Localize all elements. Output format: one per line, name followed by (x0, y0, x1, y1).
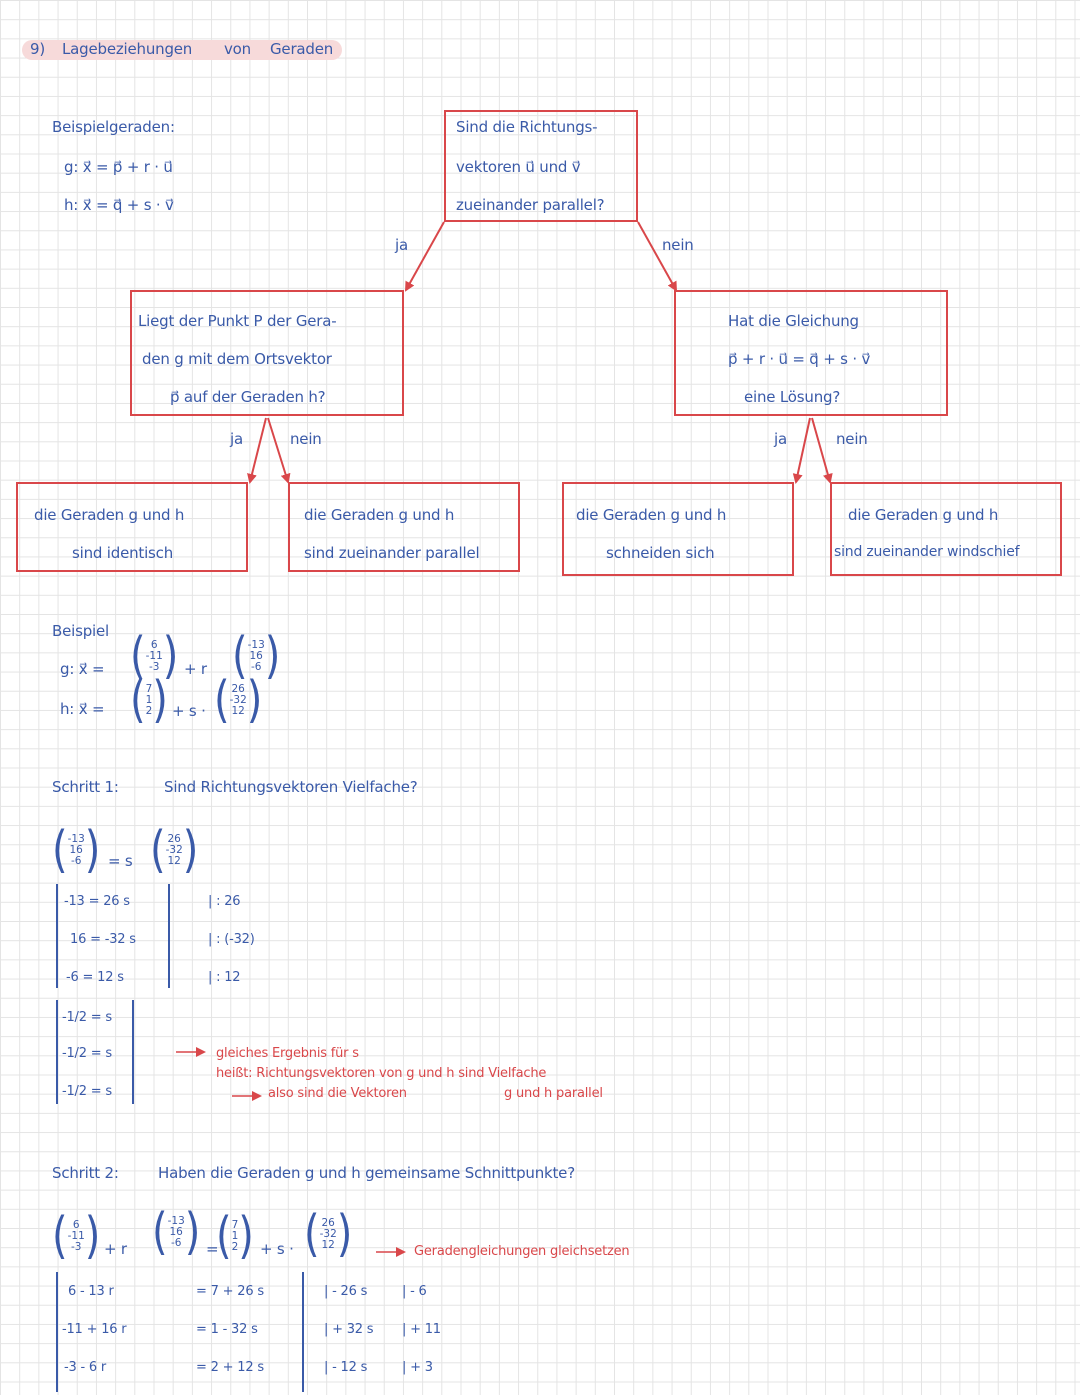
title-geraden: Geraden (270, 40, 334, 58)
schritt2-v1: ( 6 -11 -3 ) (52, 1207, 101, 1265)
label-nein-top: nein (662, 236, 694, 254)
schritt2-system-bar-right (302, 1272, 304, 1392)
schritt1-row2: 16 = -32 s (70, 932, 136, 947)
section-number: 9) (30, 40, 45, 58)
beispiel-h-label: h: x⃗ = (60, 700, 105, 718)
schritt2-v2: ( -13 16 -6 ) (152, 1203, 201, 1261)
schritt2-row1: 6 - 13 r (68, 1284, 114, 1299)
schritt1-op1: | : 26 (208, 894, 241, 909)
schritt2-system-bar-left (56, 1272, 58, 1392)
left-question-line3: p⃗ auf der Geraden h? (170, 388, 326, 406)
title-von: von (224, 40, 251, 58)
schritt1-row1: -13 = 26 s (64, 894, 130, 909)
schritt2-op1-b: | + 32 s (324, 1322, 374, 1337)
schritt1-result1: -1/2 = s (62, 1010, 112, 1025)
beispiel-plus-s: + s · (172, 702, 206, 720)
arrow-ja-left (250, 418, 266, 482)
arrow-nein-left (268, 418, 288, 482)
schritt1-right-vector: ( 26 -32 12 ) (150, 821, 199, 879)
schritt2-op2-b: | + 11 (402, 1322, 441, 1337)
schritt2-op2-c: | + 3 (402, 1360, 433, 1375)
arrow-ja-top (406, 222, 444, 290)
schritt1-system-bar-right (168, 884, 170, 988)
top-question-line3: zueinander parallel? (456, 196, 605, 214)
beispielgeraden-heading: Beispielgeraden: (52, 118, 175, 136)
beispiel-g-label: g: x⃗ = (60, 660, 105, 678)
schritt1-result3: -1/2 = s (62, 1084, 112, 1099)
schritt1-question: Sind Richtungsvektoren Vielfache? (164, 778, 418, 796)
result-schneiden-line1: die Geraden g und h (576, 506, 727, 524)
result-identisch-line1: die Geraden g und h (34, 506, 185, 524)
schritt1-row3: -6 = 12 s (66, 970, 124, 985)
schritt2-op1-a: | - 26 s (324, 1284, 368, 1299)
top-question-line2: vektoren u⃗ und v⃗ (456, 158, 581, 176)
label-nein-right: nein (836, 430, 868, 448)
left-question-line2: den g mit dem Ortsvektor (142, 350, 332, 368)
right-question-line2: p⃗ + r · u⃗ = q⃗ + s · v⃗ (728, 350, 871, 368)
schritt1-note-line4: g und h parallel (504, 1086, 603, 1101)
result-identisch-line2: sind identisch (72, 544, 174, 562)
schritt1-left-vector: ( -13 16 -6 ) (52, 821, 101, 879)
schritt2-note: Geradengleichungen gleichsetzen (414, 1244, 630, 1259)
schritt2-plus-r: + r (104, 1240, 127, 1258)
beispiel-h-q-vector: ( 7 1 2 ) (130, 671, 168, 729)
schritt2-equals: = (206, 1240, 219, 1258)
result-parallel-line1: die Geraden g und h (304, 506, 455, 524)
beispiel-heading: Beispiel (52, 622, 109, 640)
schritt1-op3: | : 12 (208, 970, 241, 985)
schritt1-result2: -1/2 = s (62, 1046, 112, 1061)
schritt2-row2: -11 + 16 r (62, 1322, 127, 1337)
label-ja-top: ja (395, 236, 408, 254)
schritt1-heading: Schritt 1: (52, 778, 119, 796)
schritt2-row3: -3 - 6 r (64, 1360, 107, 1375)
arrow-nein-top (638, 222, 676, 290)
beispiel-g-u-vector: ( -13 16 -6 ) (232, 627, 281, 685)
schritt1-note-line2: heißt: Richtungsvektoren von g und h sind Vielfache (216, 1066, 547, 1081)
schritt1-system-bar-left (56, 884, 58, 988)
right-question-line1: Hat die Gleichung (728, 312, 859, 330)
line-h: h: x⃗ = q⃗ + s · v⃗ (64, 196, 174, 214)
right-question-line3: eine Lösung? (744, 388, 841, 406)
schritt1-results-bar-left (56, 1000, 58, 1104)
schritt2-plus-s: + s · (260, 1240, 294, 1258)
beispiel-plus-r: + r (184, 660, 207, 678)
schritt2-rhs1: = 7 + 26 s (196, 1284, 264, 1299)
schritt1-results-bar-right (132, 1000, 134, 1104)
schritt2-rhs2: = 1 - 32 s (196, 1322, 258, 1337)
schritt2-rhs3: = 2 + 12 s (196, 1360, 264, 1375)
page-title: Lagebeziehungen (62, 40, 193, 58)
schritt1-note-line1: gleiches Ergebnis für s (216, 1046, 359, 1061)
schritt1-equals-s: = s (108, 852, 133, 870)
top-question-line1: Sind die Richtungs- (456, 118, 598, 136)
arrow-ja-right (796, 418, 810, 482)
label-nein-left: nein (290, 430, 322, 448)
beispiel-g-p-vector: ( 6 -11 -3 ) (130, 627, 179, 685)
left-question-line1: Liegt der Punkt P der Gera- (138, 312, 337, 330)
schritt2-v4: ( 26 -32 12 ) (304, 1205, 353, 1263)
schritt2-question: Haben die Geraden g und h gemeinsame Schnittpunkte? (158, 1164, 575, 1182)
schritt2-op2-a: | - 6 (402, 1284, 427, 1299)
beispiel-h-v-vector: ( 26 -32 12 ) (214, 671, 263, 729)
arrow-nein-right (812, 418, 830, 482)
label-ja-right: ja (774, 430, 787, 448)
schritt1-note-line3: also sind die Vektoren (268, 1086, 407, 1101)
schritt2-v3: ( 7 1 2 ) (216, 1207, 254, 1265)
result-schneiden-line2: schneiden sich (606, 544, 715, 562)
line-g: g: x⃗ = p⃗ + r · u⃗ (64, 158, 173, 176)
schritt1-op2: | : (-32) (208, 932, 255, 947)
result-windschief-line1: die Geraden g und h (848, 506, 999, 524)
result-parallel-line2: sind zueinander parallel (304, 544, 480, 562)
label-ja-left: ja (230, 430, 243, 448)
schritt2-heading: Schritt 2: (52, 1164, 119, 1182)
schritt2-op1-c: | - 12 s (324, 1360, 368, 1375)
result-windschief-line2: sind zueinander windschief (834, 544, 1020, 560)
